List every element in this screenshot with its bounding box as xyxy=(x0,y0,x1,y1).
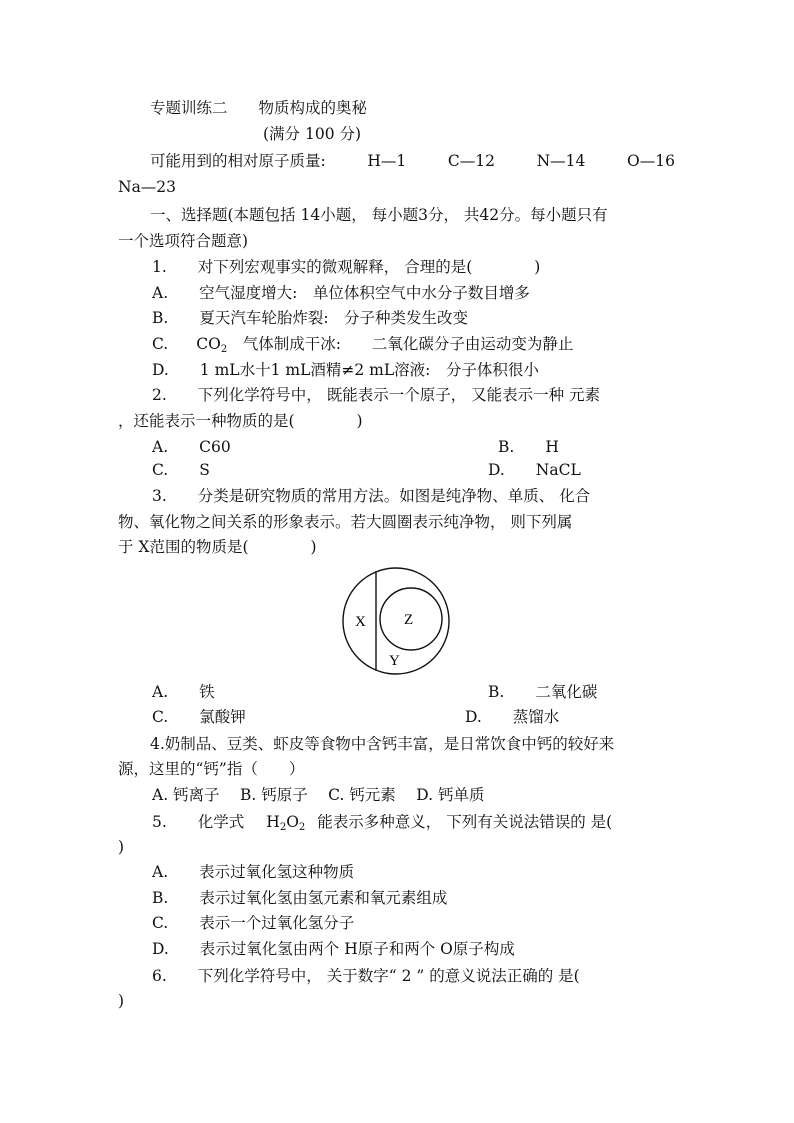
q1-option-b: B. 夏天汽车轮胎炸裂: 分子种类发生改变 xyxy=(152,309,469,327)
q6-stem-line1: 6. 下列化学符号中， 关于数字“ 2 ” 的意义说法正确的 是( xyxy=(152,967,580,985)
label-z: Z xyxy=(404,612,414,628)
co2-formula: CO xyxy=(196,335,221,353)
q4-stem-line2: 源，这里的“钙”指（ ） xyxy=(118,760,305,778)
q1-option-c xyxy=(152,334,573,360)
q5-stem-line1 xyxy=(152,812,612,838)
q2-stem-line1: 2. 下列化学符号中， 既能表示一个原子， 又能表示一种 元素 xyxy=(152,386,601,404)
q5-stem-post: 能表示多种意义， 下列有关说法错误的 是( xyxy=(317,813,613,831)
label-x: X xyxy=(355,614,366,630)
q1-option-a: A. 空气湿度增大: 单位体积空气中水分子数目增多 xyxy=(152,284,530,302)
atomic-mass-o: O—16 xyxy=(627,152,675,170)
q3-stem-line1: 3. 分类是研究物质的常用方法。如图是纯净物、单质、 化合 xyxy=(152,487,591,505)
q3-option-b: B. 二氧化碳 xyxy=(488,683,598,701)
q5-stem-line2: ) xyxy=(118,838,125,856)
h2o2-formula-h: H xyxy=(266,813,280,831)
q1-option-c-label: C. xyxy=(152,335,169,353)
q1-option-c-text: 气体制成干冰: 二氧化碳分子由运动变为静止 xyxy=(227,335,574,353)
atomic-mass-na: Na—23 xyxy=(118,178,177,196)
q2-stem-line2: ，还能表示一种物质的是( ) xyxy=(118,412,363,430)
q5-stem-pre: 5. 化学式 xyxy=(152,813,245,831)
q2-option-a: A. C60 xyxy=(152,438,231,456)
h2o2-subscript-1: 2 xyxy=(279,822,287,833)
classification-diagram xyxy=(340,567,452,677)
h2o2-subscript-2: 2 xyxy=(298,822,306,833)
q5-option-c: C. 表示一个过氧化氢分子 xyxy=(152,914,355,932)
page-title: 专题训练二 物质构成的奥秘 xyxy=(150,99,368,117)
q2-option-c: C. S xyxy=(152,461,210,479)
q3-stem-line2: 物、氧化物之间关系的形象表示。若大圆圈表示纯净物， 则下列属 xyxy=(118,513,573,531)
full-score: (满分 100 分) xyxy=(263,125,362,143)
label-y: Y xyxy=(389,653,400,669)
section-heading-line2: 一个选项符合题意) xyxy=(118,232,249,250)
q2-option-d: D. NaCL xyxy=(488,461,581,479)
atomic-masses-label: 可能用到的相对原子质量: xyxy=(150,152,326,170)
q5-option-b: B. 表示过氧化氢由氢元素和氧元素组成 xyxy=(152,889,448,907)
q4-stem-line1: 4.奶制品、豆类、虾皮等食物中含钙丰富，是日常饮食中钙的较好来 xyxy=(150,735,615,753)
h2o2-formula-o: O xyxy=(286,813,299,831)
atomic-masses-line xyxy=(118,151,675,171)
q5-option-d: D. 表示过氧化氢由两个 H原子和两个 O原子构成 xyxy=(152,940,515,958)
q4-options: A. 钙离子 B. 钙原子 C. 钙元素 D. 钙单质 xyxy=(152,786,485,804)
q3-option-a: A. 铁 xyxy=(152,683,215,701)
q6-stem-line2: ) xyxy=(118,992,125,1010)
q5-option-a: A. 表示过氧化氢这种物质 xyxy=(152,863,355,881)
atomic-mass-n: N—14 xyxy=(536,152,586,170)
q3-option-c: C. 氯酸钾 xyxy=(152,708,246,726)
q1-option-d: D. 1 mL水十1 mL酒精≠2 mL溶液: 分子体积很小 xyxy=(152,361,539,379)
q2-option-b: B. H xyxy=(498,438,559,456)
q3-stem-line3: 于 X范围的物质是( ) xyxy=(118,538,317,556)
atomic-mass-c: C—12 xyxy=(447,152,495,170)
co2-subscript: 2 xyxy=(220,344,228,355)
atomic-mass-h: H—1 xyxy=(367,152,407,170)
q3-option-d: D. 蒸馏水 xyxy=(465,708,560,726)
section-heading-line1: 一、选择题(本题包括 14小题， 每小题3分， 共42分。每小题只有 xyxy=(150,206,608,224)
q1-stem: 1. 对下列宏观事实的微观解释， 合理的是( ) xyxy=(152,258,541,276)
